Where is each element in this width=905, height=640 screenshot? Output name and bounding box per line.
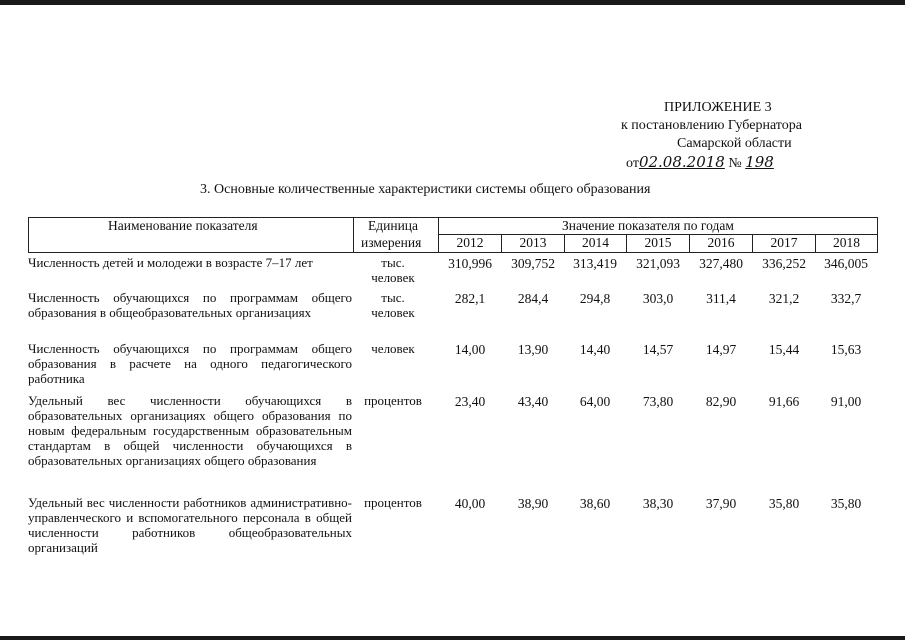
- row-value: 15,44: [768, 342, 800, 357]
- handwritten-date: 02.08.2018: [638, 153, 725, 171]
- row-name: Численность обучающихся по программам общего образования в общеобразовательных организациях: [28, 290, 352, 320]
- year-header: 2018: [833, 235, 860, 250]
- header-unit-line1: Единица: [368, 218, 419, 233]
- row-value: 309,752: [511, 256, 555, 271]
- row-value: 35,80: [768, 496, 800, 511]
- header-unit-line2: измерения: [361, 235, 422, 250]
- row-value: 294,8: [579, 291, 611, 306]
- row-value: 327,480: [699, 256, 743, 271]
- row-value: 14,57: [642, 342, 674, 357]
- header-indicator: Наименование показателя: [108, 218, 258, 233]
- number-prefix: №: [728, 156, 742, 171]
- row-value: 37,90: [705, 496, 737, 511]
- row-value: 23,40: [454, 394, 486, 409]
- scan-top-edge: [0, 0, 905, 5]
- row-unit: тыс. человек: [371, 255, 415, 285]
- row-value: 284,4: [517, 291, 549, 306]
- row-value: 332,7: [830, 291, 862, 306]
- handwritten-number: 198: [745, 153, 774, 171]
- year-header: 2016: [707, 235, 735, 250]
- row-value: 346,005: [824, 256, 868, 271]
- row-value: 43,40: [517, 394, 549, 409]
- document-title: 3. Основные количественные характеристики системы общего образования: [200, 182, 651, 197]
- year-header: 2012: [456, 235, 484, 250]
- scan-bottom-edge: [0, 636, 905, 640]
- row-unit: процентов: [364, 393, 422, 408]
- year-header: 2014: [582, 235, 609, 250]
- row-value: 14,00: [454, 342, 486, 357]
- table-left-border: [28, 217, 29, 253]
- row-value: 14,97: [705, 342, 737, 357]
- row-value: 311,4: [706, 291, 736, 306]
- row-value: 321,093: [636, 256, 680, 271]
- appendix-region: Самарской области: [677, 136, 792, 151]
- appendix-to-line: к постановлению Губернатора: [621, 118, 802, 133]
- header-values-by-year: Значение показателя по годам: [562, 218, 734, 233]
- row-value: 336,252: [762, 256, 806, 271]
- row-unit: человек: [371, 341, 415, 356]
- row-unit: процентов: [364, 495, 422, 510]
- row-value: 40,00: [454, 496, 486, 511]
- row-value: 91,00: [830, 394, 862, 409]
- year-header: 2017: [770, 235, 798, 250]
- row-value: 38,30: [642, 496, 674, 511]
- year-header: 2015: [644, 235, 672, 250]
- appendix-title: ПРИЛОЖЕНИЕ 3: [664, 100, 772, 115]
- row-value: 64,00: [579, 394, 611, 409]
- row-value: 310,996: [448, 256, 492, 271]
- row-unit: тыс. человек: [371, 290, 415, 320]
- row-name: Численность обучающихся по программам общего образования в расчете на одного педагогического работника: [28, 341, 352, 386]
- indicators-table: [28, 217, 878, 567]
- row-value: 321,2: [768, 291, 800, 306]
- header-bottom-border: [28, 252, 878, 253]
- year-header: 2013: [519, 235, 547, 250]
- row-value: 14,40: [579, 342, 611, 357]
- row-name: Удельный вес численности работников административно-управленческого и вспомогательного персонала в общей численности работников общеобразовательных организаций: [28, 495, 352, 555]
- row-name: Численность детей и молодежи в возрасте 7–17 лет: [28, 255, 313, 270]
- row-value: 38,60: [579, 496, 611, 511]
- row-value: 303,0: [642, 291, 674, 306]
- row-name: Удельный вес численности обучающихся в образовательных организациях общего образования по новым федеральным государственным образовательным стандартам в общей численности обучающихся в образовательных организациях общего образования: [28, 393, 352, 468]
- row-value: 38,90: [517, 496, 549, 511]
- table-right-border: [877, 217, 878, 253]
- row-value: 13,90: [517, 342, 549, 357]
- row-value: 35,80: [830, 496, 862, 511]
- row-value: 82,90: [705, 394, 737, 409]
- date-prefix: от: [626, 156, 639, 171]
- header-divider-name: [353, 217, 354, 253]
- row-value: 15,63: [830, 342, 862, 357]
- row-value: 91,66: [768, 394, 800, 409]
- row-value: 73,80: [642, 394, 674, 409]
- row-value: 282,1: [454, 291, 486, 306]
- appendix-date-line: [626, 152, 774, 174]
- row-value: 313,419: [573, 256, 617, 271]
